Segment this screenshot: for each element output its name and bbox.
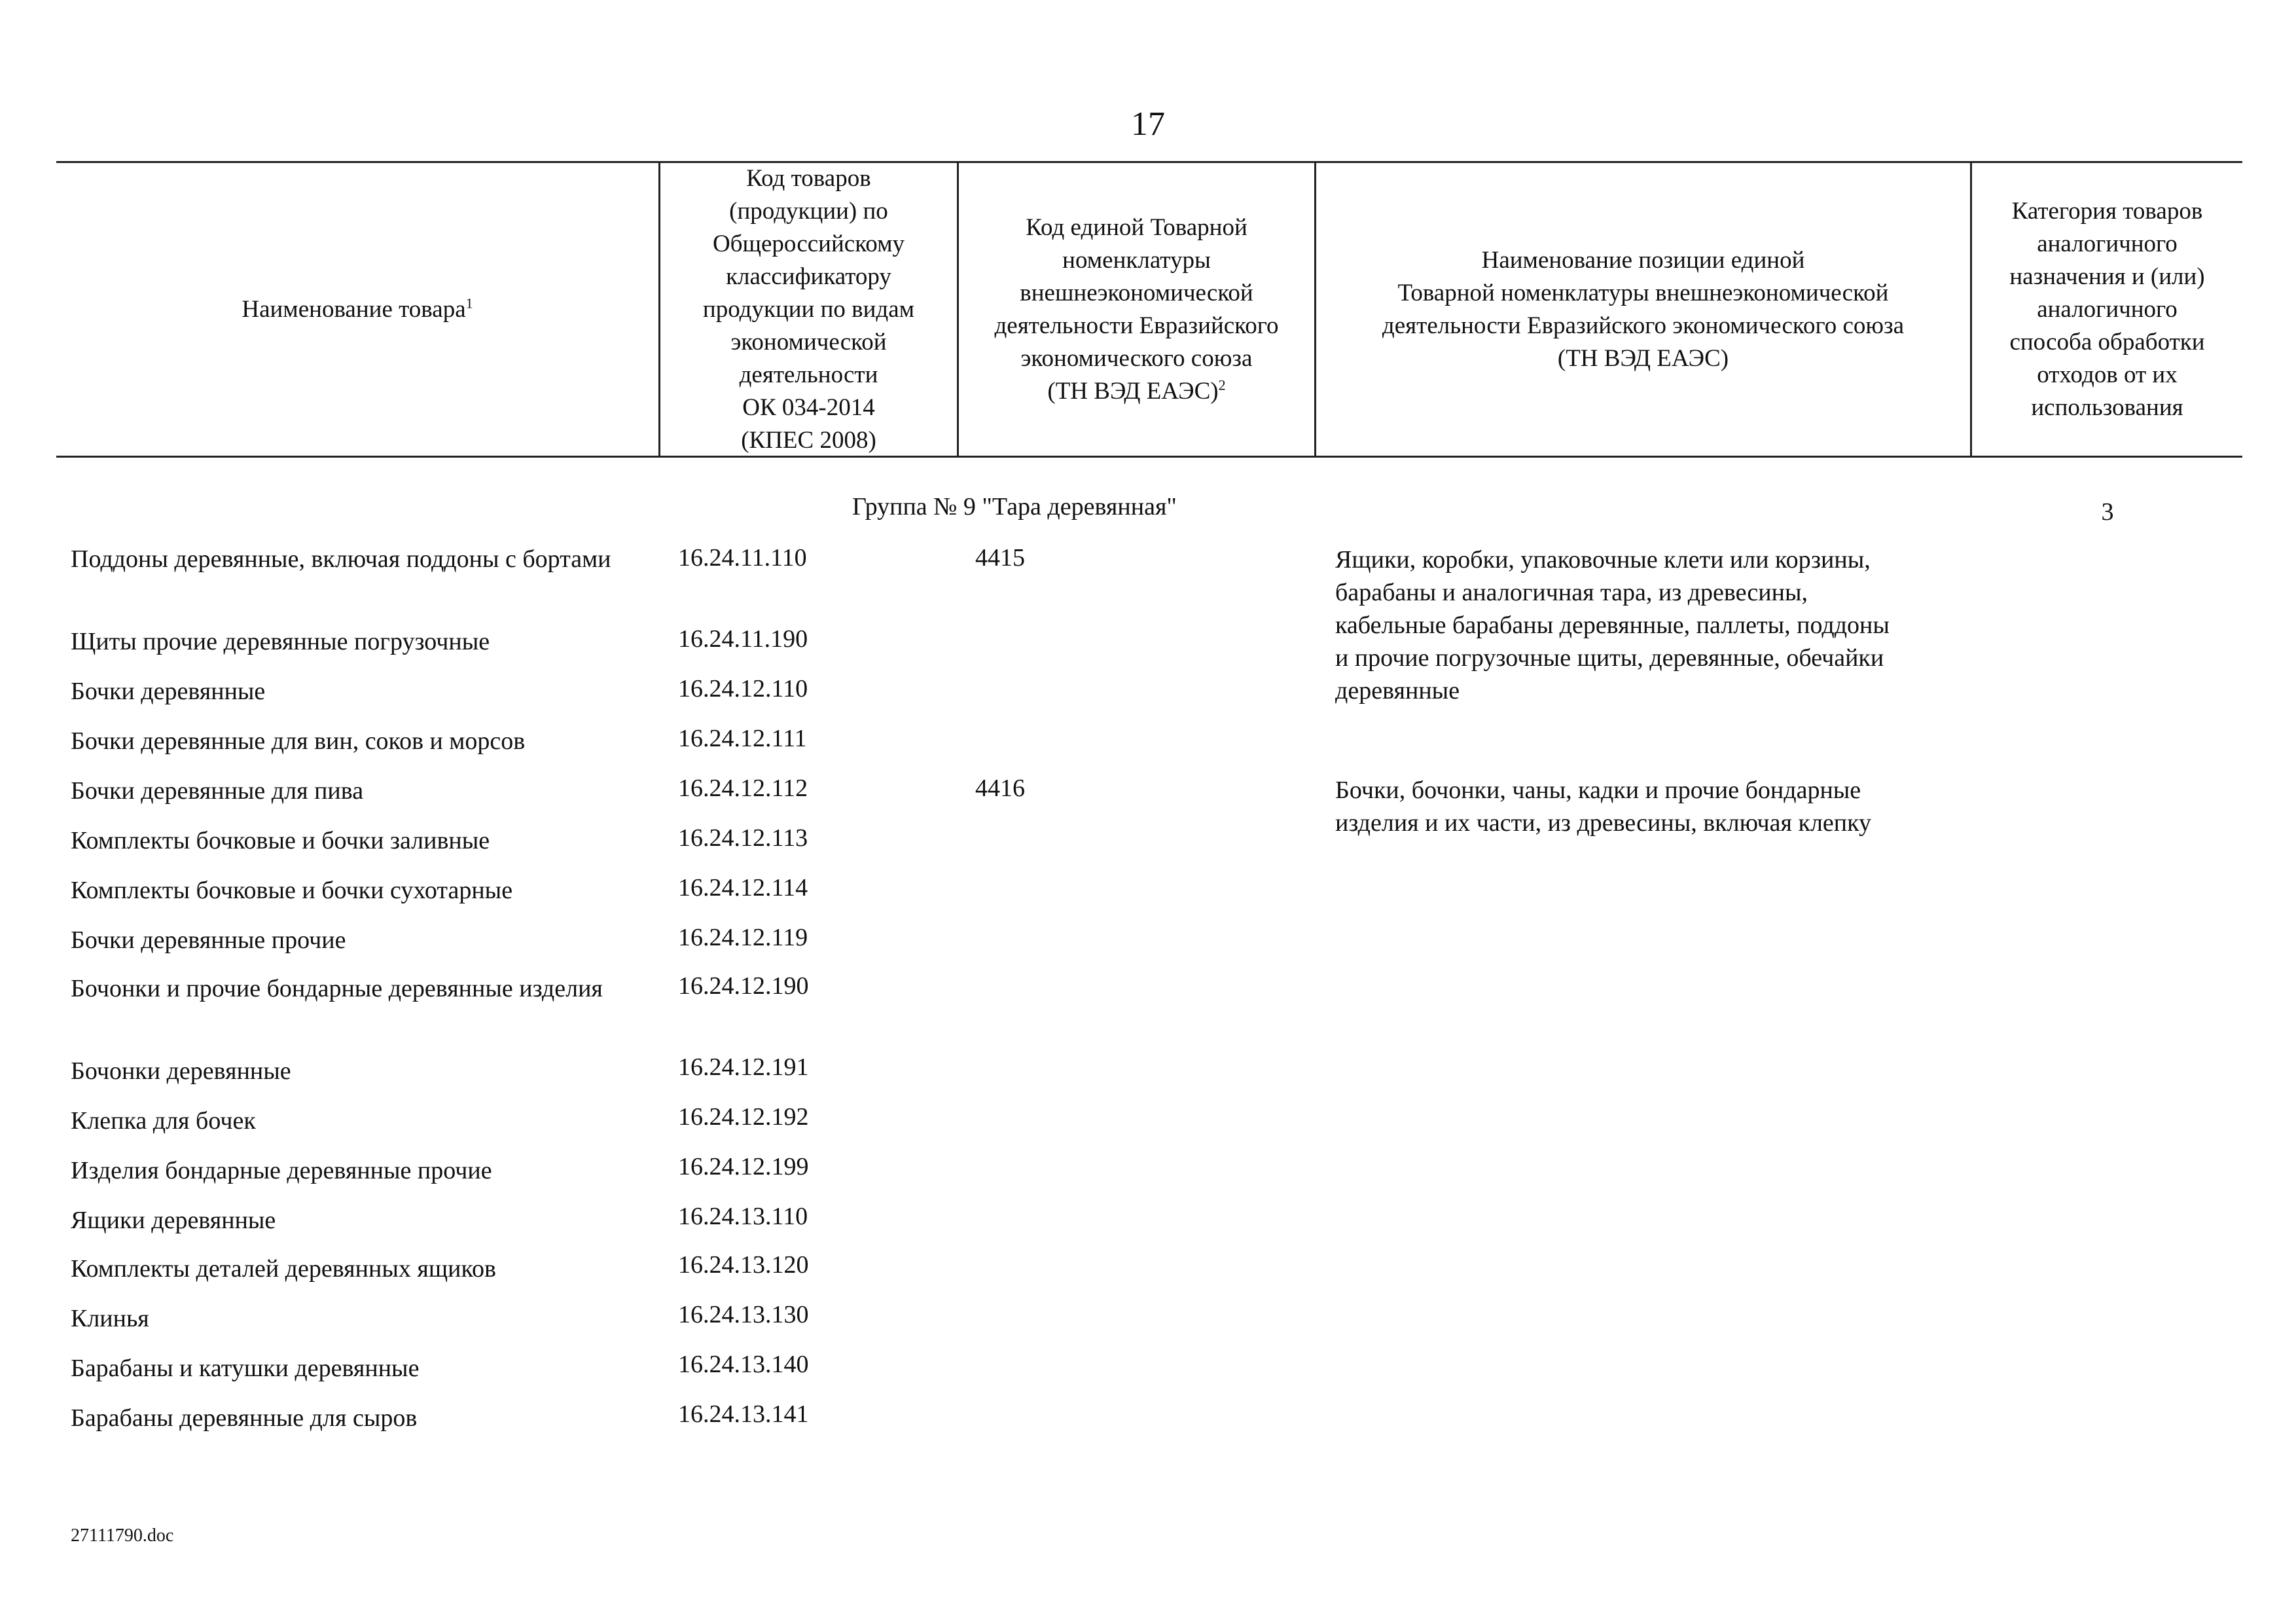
header-bottom-border (56, 456, 2242, 458)
row-code: 16.24.12.199 (678, 1153, 809, 1180)
row-code: 16.24.12.110 (678, 675, 808, 702)
row-name: Бочонки деревянные (71, 1057, 291, 1085)
row-name: Бочки деревянные для пива (71, 777, 364, 805)
row-code: 16.24.12.113 (678, 824, 808, 852)
footnote-marker: 1 (465, 295, 473, 312)
header-tnved-code (959, 164, 1314, 456)
row-code: 16.24.13.141 (678, 1400, 809, 1428)
row-name: Комплекты деталей деревянных ящиков (71, 1255, 496, 1283)
row-code: 16.24.11.110 (678, 544, 807, 572)
header-product-name-text: Наименование товара (242, 296, 466, 323)
row-name: Ящики деревянные (71, 1207, 276, 1234)
row-name: Щиты прочие деревянные погрузочные (71, 628, 490, 655)
row-code: 16.24.13.110 (678, 1203, 808, 1230)
tnved-code: 4415 (975, 544, 1025, 572)
header-okpd2-code-text: Код товаров (продукции) по Общероссийскому классификатору продукции по видам экономической деятельности ОК 034-2014 (КПЕС 2008) (702, 165, 915, 454)
group-category: 3 (2101, 498, 2114, 526)
header-tnved-name (1316, 164, 1970, 456)
row-code: 16.24.12.111 (678, 725, 807, 752)
header-category (1972, 164, 2242, 456)
tnved-description: Бочки, бочонки, чаны, кадки и прочие бондарные изделия и их части, из древесины, включая клепку (1335, 776, 1872, 837)
footer-filename: 27111790.doc (71, 1525, 174, 1546)
row-code: 16.24.12.192 (678, 1103, 809, 1131)
header-tnved-code-text: Код единой Товарной номенклатуры внешнеэкономической деятельности Евразийского экономического союза (ТН ВЭД ЕАЭС) (994, 214, 1279, 405)
row-name: Поддоны деревянные, включая поддоны с бортами (71, 545, 611, 573)
row-code: 16.24.12.190 (678, 972, 809, 1000)
row-code: 16.24.12.112 (678, 775, 808, 802)
row-code: 16.24.13.140 (678, 1351, 809, 1378)
row-name: Комплекты бочковые и бочки заливные (71, 827, 490, 854)
row-code: 16.24.13.120 (678, 1251, 809, 1279)
row-name: Бочонки и прочие бондарные деревянные изделия (71, 975, 603, 1002)
row-code: 16.24.12.119 (678, 924, 808, 951)
row-name: Клепка для бочек (71, 1107, 256, 1135)
header-tnved-name-text: Наименование позиции единой Товарной номенклатуры внешнеэкономической деятельности Евразийского экономического союза (ТН ВЭД ЕАЭС) (1382, 247, 1905, 372)
row-name: Изделия бондарные деревянные прочие (71, 1157, 492, 1184)
row-name: Бочки деревянные (71, 678, 266, 705)
header-okpd2-code (660, 164, 957, 456)
row-name: Барабаны деревянные для сыров (71, 1404, 418, 1432)
row-code: 16.24.12.191 (678, 1053, 809, 1081)
row-name: Бочки деревянные для вин, соков и морсов (71, 727, 526, 755)
row-name: Барабаны и катушки деревянные (71, 1355, 420, 1382)
header-product-name (56, 164, 658, 456)
header-category-text: Категория товаров аналогичного назначения и (или) аналогичного способа обработки отходов от их использования (2009, 198, 2205, 421)
row-name: Клинья (71, 1305, 149, 1332)
row-code: 16.24.12.114 (678, 874, 808, 902)
row-name: Бочки деревянные прочие (71, 926, 346, 954)
row-name: Комплекты бочковые и бочки сухотарные (71, 877, 513, 904)
row-code: 16.24.13.130 (678, 1301, 809, 1328)
page-number: 17 (1131, 105, 1165, 143)
row-code: 16.24.11.190 (678, 625, 808, 653)
tnved-description: Ящики, коробки, упаковочные клети или корзины, барабаны и аналогичная тара, из древесины, кабельные барабаны деревянные, паллеты, поддоны и прочие погрузочные щиты, деревянные, обечайки деревянные (1335, 546, 1890, 704)
table-top-border (56, 161, 2242, 163)
tnved-code: 4416 (975, 775, 1025, 802)
group-title: Группа № 9 "Тара деревянная" (852, 493, 1177, 520)
footnote-marker: 2 (1218, 376, 1226, 393)
